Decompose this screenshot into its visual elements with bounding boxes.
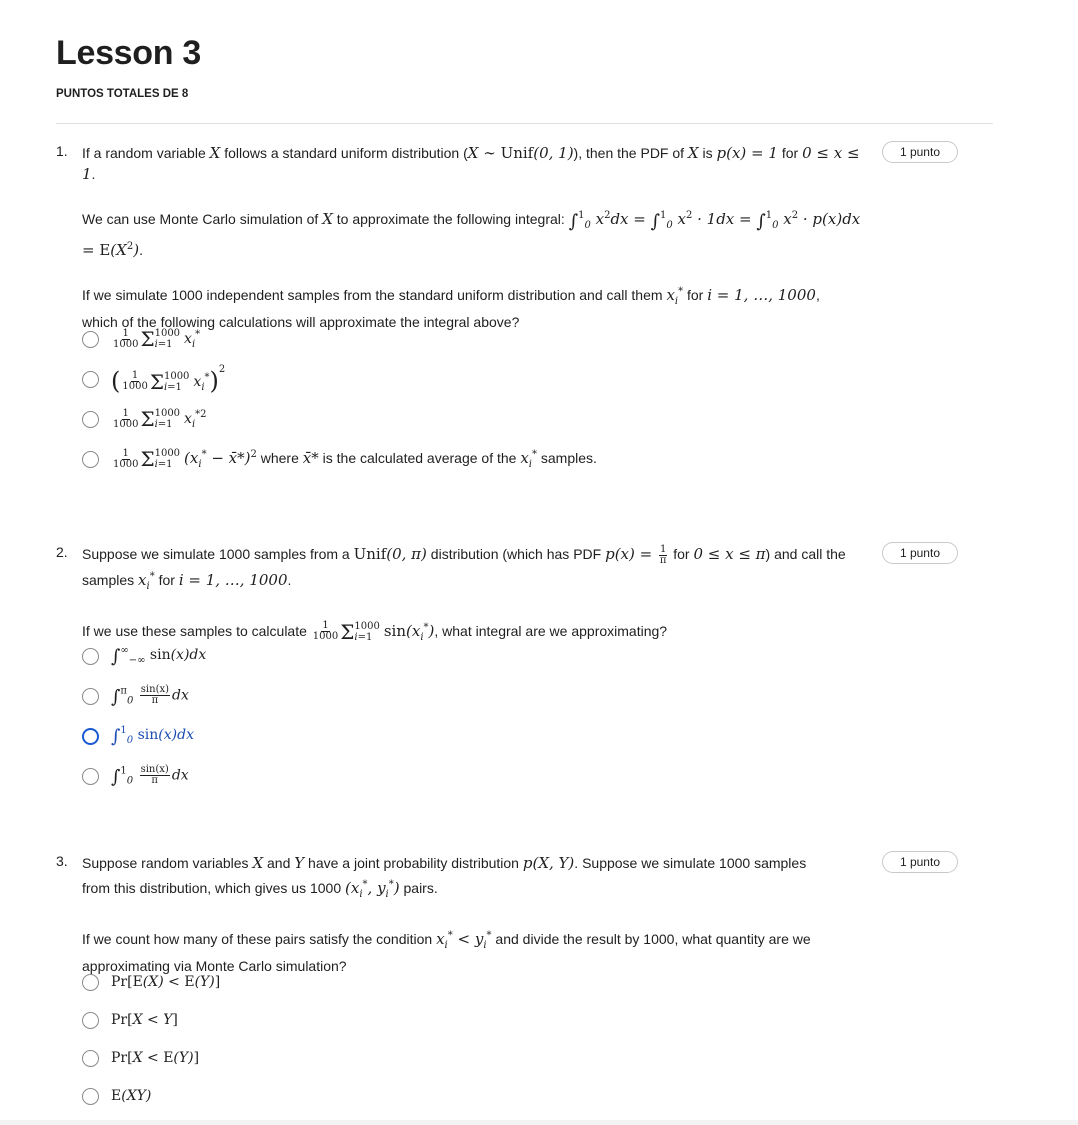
question-paragraph: If we count how many of these pairs satisfy the condition $x_i^* < y_i^*$ and divide the result by 1000, what quantity are we approximating via Monte Carlo simulation? [82, 930, 811, 974]
answer-option-4[interactable]: ∫$^1_0$ $\frac{\sin(x)}{\pi}$ dx [82, 756, 842, 796]
question-paragraph: Suppose random variables X and Y have a joint probability distribution p(X, Y). Suppose we simulate 1000 samples from this distribution, which gives us 1000 ($x_i^*$, $y_i^*$) pairs. [82, 854, 807, 900]
radio-button[interactable] [82, 648, 99, 665]
question-2 [56, 544, 966, 794]
answer-option-2[interactable]: ∫$^\pi_0$ $\frac{\sin(x)}{\pi}$ dx [82, 676, 842, 716]
answer-option-4[interactable]: $\frac{1}{1000}$ Σ 1000 i=1 ($x_i^*$ − x̄*)$^2$ where x̄* is the calculated average of the $x_i^*$ samples. [82, 439, 842, 479]
radio-button[interactable] [82, 688, 99, 705]
radio-button[interactable] [82, 768, 99, 785]
radio-button[interactable] [82, 974, 99, 991]
question-paragraph: If we simulate 1000 independent samples from the standard uniform distribution and call them $x_i^*$ for i = 1, …, 1000, which of the following calculations will approximate the integral above? [82, 286, 820, 330]
question-paragraph: If a random variable X follows a standard uniform distribution (X ∼ Unif(0, 1)), then the PDF of X is p(x) = 1 for 0 ≤ x ≤ 1. [82, 144, 860, 183]
points-badge: 1 punto [882, 542, 958, 564]
question-1 [56, 143, 966, 483]
question-3 [56, 853, 966, 1113]
answer-option-3[interactable]: $\frac{1}{1000}$ Σ 1000 i=1 $x_i^{*2}$ [82, 399, 842, 439]
answer-option-2[interactable]: ( $\frac{1}{1000}$ Σ 1000 i=1 $x_i^*)^2$ [82, 359, 842, 399]
answer-options [82, 319, 842, 479]
answer-option-4[interactable]: E(XY) [82, 1077, 842, 1115]
question-paragraph: If we use these samples to calculate $\frac{1}{1000}$ Σ 1000 i=1 $\sin(x_i^*)$, what integral are we approximating? [82, 619, 668, 644]
radio-button[interactable] [82, 1012, 99, 1029]
answer-option-3[interactable]: ∫$^1_0$ sin(x)dx [82, 716, 842, 756]
points-badge: 1 punto [882, 141, 958, 163]
bottom-edge [0, 1120, 1078, 1125]
answer-option-1[interactable]: $\int^\infty_{-\infty}$ sin(x)dx [82, 636, 842, 676]
radio-button[interactable] [82, 451, 99, 468]
question-paragraph: We can use Monte Carlo simulation of X to approximate the following integral: ∫$^1_0$ $x^2dx = \int^1_0$ $x^2 \cdot 1dx = \int^1_0$ $x^2 \cdot p(x)dx = E(X^2)$. [82, 210, 861, 259]
question-number: 3. [56, 853, 68, 869]
radio-button[interactable] [82, 1050, 99, 1067]
answer-options [82, 636, 842, 796]
question-number: 2. [56, 544, 68, 560]
answer-option-1[interactable]: $\frac{1}{1000}$ Σ 1000 i=1 $x_i^*$ [82, 319, 842, 359]
page-title: Lesson 3 [56, 34, 201, 72]
radio-button[interactable] [82, 1088, 99, 1105]
question-number: 1. [56, 143, 68, 159]
radio-button[interactable] [82, 411, 99, 428]
answer-option-2[interactable]: Pr[X < Y] [82, 1001, 842, 1039]
question-paragraph: Suppose we simulate 1000 samples from a Unif(0, π) distribution (which has PDF p(x) = $\frac{1}{\pi}$ for 0 ≤ x ≤ π) and call the samples $x_i^*$ for i = 1, …, 1000. [82, 543, 846, 592]
points-badge: 1 punto [882, 851, 958, 873]
points-total: PUNTOS TOTALES DE 8 [56, 88, 189, 100]
radio-button[interactable] [82, 371, 99, 388]
answer-option-3[interactable]: Pr[X < E(Y)] [82, 1039, 842, 1077]
divider [56, 123, 993, 124]
radio-button[interactable] [82, 331, 99, 348]
answer-option-1[interactable]: Pr[E(X) < E(Y)] [82, 963, 842, 1001]
radio-button[interactable] [82, 728, 99, 745]
answer-options [82, 963, 842, 1115]
